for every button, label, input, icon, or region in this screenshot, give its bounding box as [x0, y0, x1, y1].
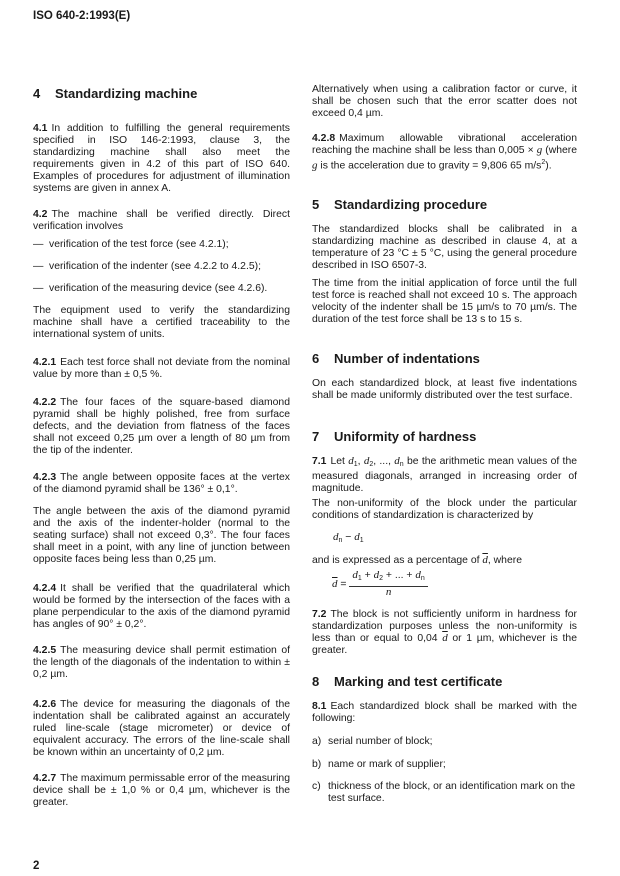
para-non-uniformity: The non-uniformity of the block under the particular conditions of standardization is characterized by — [312, 498, 577, 521]
list-label: a) — [312, 736, 322, 747]
para-text: Each standardized block shall be marked with the following: — [312, 701, 577, 724]
section-title: Number of indentations — [334, 351, 480, 366]
list-text: serial number of block; — [328, 736, 433, 747]
para-text: and is expressed as a percentage of — [312, 555, 483, 566]
subscript: 1 — [353, 461, 358, 468]
list-text: thickness of the block, or an identification mark on the test surface. — [328, 781, 576, 804]
symbol-d-bar: $\overline{d}$ — [332, 578, 338, 591]
para-7-1 — [312, 456, 577, 495]
clause-number: 4.2 — [33, 209, 48, 220]
para-7-2 — [312, 609, 577, 657]
list-item — [312, 781, 577, 805]
para-text: The block is not sufficiently uniform in hardness for standardization purposes unless the non-uniformity is less than or equal to 0,04 — [312, 609, 577, 644]
clause-number: 4.2.5 — [33, 645, 57, 656]
para-text: is the acceleration due to gravity = 9,806 65 m/s — [317, 160, 542, 172]
para-8-1 — [312, 701, 577, 725]
bullet-item — [33, 239, 290, 251]
symbol-g: g — [312, 159, 318, 172]
para-4-2-2 — [33, 397, 290, 457]
symbol-d-bar: $\overline{d}$ — [482, 554, 488, 566]
dash: — — [33, 261, 44, 272]
para-4-2-6 — [33, 699, 290, 759]
subscript: n — [399, 461, 404, 468]
clause-number: 4.2.4 — [33, 583, 57, 594]
symbol-d: d — [363, 455, 370, 467]
section-title: Standardizing machine — [55, 86, 198, 101]
para-4-2-8 — [312, 133, 577, 172]
clause-number: 4.2.2 — [33, 397, 57, 408]
bullet-text: verification of the test force (see 4.2.1); — [49, 239, 229, 250]
para-text: The maximum permissable error of the measuring device shall be ± 1,0 % or 0,4 µm, whichever is the greater. — [33, 773, 290, 808]
para-text: The four faces of the square-based diamond pyramid shall be highly polished, free from surface defects, and the deviation from flatness of the faces shall not exceed 0,25 µm over a length of 80 µm from the tip of the indenter. — [33, 397, 290, 456]
para-4-2-5 — [33, 645, 290, 681]
para-text: It shall be verified that the quadrilateral which would be formed by the intersection of the faces with a plane perpendicular to the axis of the diamond pyramid has angles of 90° ± 0,2°. — [33, 583, 290, 630]
symbol-d: d — [352, 569, 358, 581]
subscript: 1 — [357, 575, 362, 582]
subscript: 2 — [369, 461, 374, 468]
document-header: ISO 640-2:1993(E) — [33, 10, 131, 22]
para-text: , where — [487, 555, 522, 566]
superscript: 2 — [541, 158, 546, 166]
clause-number: 4.2.7 — [33, 773, 57, 784]
fraction — [349, 570, 427, 599]
ellipsis: ..., — [379, 456, 395, 467]
para-text: or 1 µm, whichever is the greater. — [312, 632, 577, 656]
para-equipment: The equipment used to verify the standardizing machine shall have a certified traceability to the international system of units. — [33, 305, 290, 340]
clause-number: 4.2.1 — [33, 357, 57, 368]
section-title: Marking and test certificate — [334, 674, 503, 689]
page-number: 2 — [33, 860, 40, 872]
symbol-g: g — [536, 143, 543, 156]
bullet-item — [33, 283, 290, 295]
para-5-a: The standardized blocks shall be calibrated in a standardizing machine as described in clause 4, at a temperature of 23 °C ± 5 °C, using the general procedure described in ISO 6507-3. — [312, 224, 577, 271]
section-number: 6 — [312, 351, 320, 366]
section-number: 7 — [312, 429, 320, 444]
comma: , — [373, 456, 380, 467]
para-text: The measuring device shall permit estimation of the length of the diagonals of the indentation to within ± 0,2 µm. — [33, 645, 290, 680]
symbol-d-bar: $\overline{d}$ — [442, 631, 448, 644]
operator: + — [406, 570, 416, 581]
symbol-d: d — [415, 569, 421, 581]
formula-mean — [332, 570, 577, 599]
dash: — — [33, 239, 44, 250]
list-label: b) — [312, 759, 322, 770]
clause-number: 4.2.6 — [33, 699, 57, 710]
bullet-text: verification of the measuring device (see 4.2.6). — [49, 283, 268, 294]
clause-number: 4.2.8 — [312, 133, 336, 144]
ellipsis: ... — [394, 570, 407, 581]
para-4-2-4 — [33, 583, 290, 631]
symbol-d: d — [333, 531, 339, 543]
subscript: 1 — [359, 537, 364, 544]
section-5-heading — [312, 197, 487, 212]
symbol-d: d — [394, 455, 400, 467]
para-4-2-7 — [33, 773, 290, 809]
para-4-2-3 — [33, 472, 290, 496]
para-text: Each test force shall not deviate from the nominal value by more than ± 0,5 %. — [33, 357, 290, 380]
para-4-2 — [33, 209, 290, 233]
clause-number: 7.1 — [312, 456, 327, 467]
clause-number: 8.1 — [312, 701, 327, 712]
list-item — [312, 736, 577, 748]
para-text: The angle between opposite faces at the vertex of the diamond pyramid shall be 136° ± 0,1°. — [33, 472, 290, 495]
operator: + — [383, 570, 395, 581]
list-item — [312, 759, 577, 771]
clause-number: 7.2 — [312, 609, 327, 620]
symbol-d: d — [373, 569, 380, 581]
para-text: be the arithmetic mean values of the measured diagonals, arranged in increasing order of magnitude. — [312, 456, 577, 494]
para-4-2-1 — [33, 357, 290, 381]
section-number: 4 — [33, 86, 41, 101]
para-text: The machine shall be verified directly. Direct verification involves — [33, 209, 290, 232]
section-title: Uniformity of hardness — [334, 429, 477, 444]
section-title: Standardizing procedure — [334, 197, 488, 212]
symbol-d: d — [354, 531, 360, 543]
section-number: 5 — [312, 197, 320, 212]
operator: − — [342, 532, 355, 543]
list-label: c) — [312, 781, 321, 792]
para-text: (where — [542, 144, 577, 156]
bullet-item — [33, 261, 290, 273]
section-8-heading — [312, 674, 502, 689]
para-expressed — [312, 555, 577, 567]
operator: = — [337, 579, 350, 591]
section-number: 8 — [312, 674, 320, 689]
clause-number: 4.2.3 — [33, 472, 57, 483]
denominator: n — [385, 585, 392, 598]
subscript: n — [420, 575, 425, 582]
section-7-heading — [312, 429, 476, 444]
para-text: The device for measuring the diagonals of the indentation shall be calibrated against an accurately ruled line-scale (stage micrometer) or device of equivalent accuracy. The errors of the line-scale shall be known within an uncertainty of 0,2 µm. — [33, 699, 290, 758]
para-text: Let — [330, 456, 349, 467]
operator: + — [361, 570, 374, 581]
formula-range — [333, 532, 577, 547]
para-axis-angle: The angle between the axis of the diamond pyramid and the axis of the indenter-holder (normal to the seating surface) shall not exceed 0,3°. The four faces shall meet in a point, with any line of junction between opposite faces being less than 0,25 µm. — [33, 506, 290, 565]
para-text: ). — [545, 160, 552, 172]
comma: , — [357, 456, 364, 467]
para-alternatively: Alternatively when using a calibration factor or curve, it shall be chosen such that the error scatter does not exceed 0,4 µm. — [312, 84, 577, 119]
para-6: On each standardized block, at least five indentations shall be made uniformly distributed over the test surface. — [312, 378, 577, 401]
para-text: In addition to fulfilling the general requirements specified in ISO 146-2:1993, clause 3, the standardizing machine shall also meet the requirements given in 4.2 of this part of ISO 640. Examples of procedures for adjustment of illumination systems are given in annex A. — [33, 123, 290, 194]
section-6-heading — [312, 351, 480, 366]
para-5-b: The time from the initial application of force until the full test force is reached shall not exceed 10 s. The approach velocity of the indenter shall be 15 µm/s to 70 µm/s. The duration of the test force shall be 13 s to 15 s. — [312, 278, 577, 325]
dash: — — [33, 283, 44, 294]
list-text: name or mark of supplier; — [328, 759, 446, 770]
para-4-1 — [33, 123, 290, 194]
section-4-heading — [33, 86, 197, 101]
clause-number: 4.1 — [33, 123, 48, 134]
subscript: n — [338, 537, 343, 544]
subscript: 2 — [379, 575, 383, 582]
symbol-d: d — [348, 455, 354, 467]
numerator — [349, 570, 427, 587]
bullet-text: verification of the indenter (see 4.2.2 to 4.2.5); — [49, 261, 261, 272]
para-text: Maximum allowable vibrational acceleration reaching the machine shall be less than 0,005 × — [312, 133, 577, 156]
